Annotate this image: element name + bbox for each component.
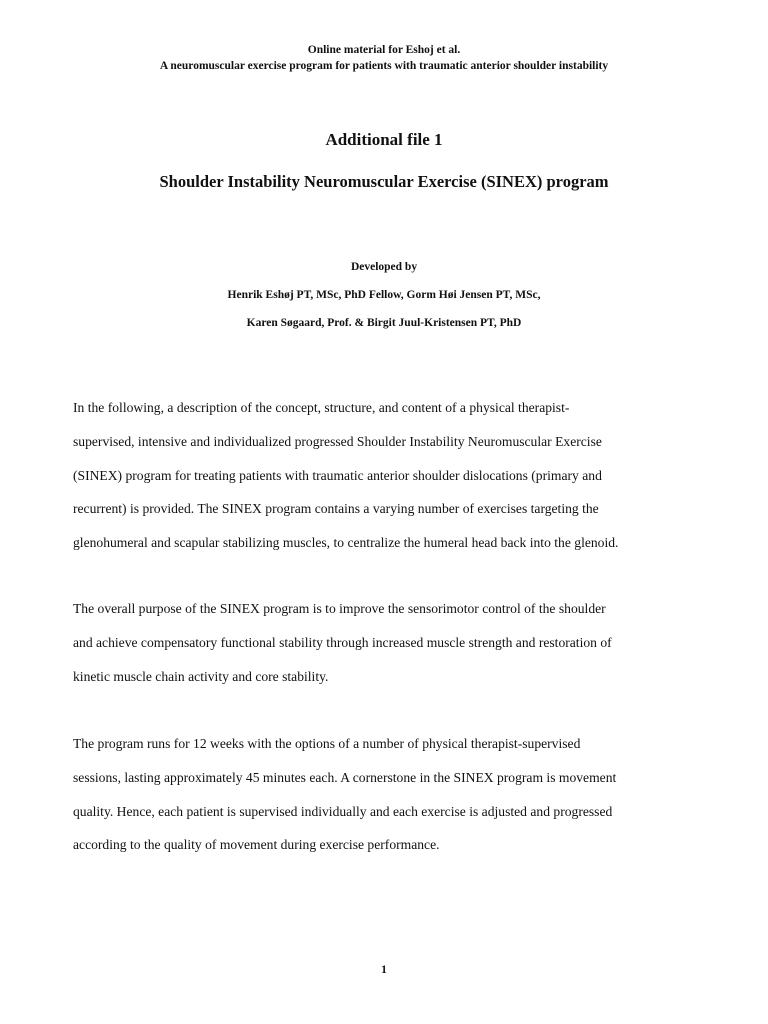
additional-file-label: Additional file 1 <box>325 130 443 149</box>
authors-block <box>0 253 768 337</box>
paragraph-intro <box>73 391 701 560</box>
paragraph-line: supervised, intensive and individualized progressed Shoulder Instability Neuromuscular Exercise <box>73 433 602 449</box>
authors-line: Karen Søgaard, Prof. & Birgit Juul-Kristensen PT, PhD <box>246 317 522 329</box>
paragraph-program-duration <box>73 727 701 862</box>
page-number: 1 <box>381 964 387 976</box>
authors-line: Henrik Eshøj PT, MSc, PhD Fellow, Gorm Høi Jensen PT, MSc, <box>227 289 541 301</box>
paragraph-line: and achieve compensatory functional stability through increased muscle strength and restoration of <box>73 634 612 650</box>
header-line: A neuromuscular exercise program for patients with traumatic anterior shoulder instability <box>159 60 609 72</box>
paragraph-purpose <box>73 592 701 693</box>
paragraph-line: glenohumeral and scapular stabilizing muscles, to centralize the humeral head back into the glenoid. <box>73 535 619 551</box>
paragraph-line: The program runs for 12 weeks with the options of a number of physical therapist-supervised <box>73 736 581 751</box>
paragraph-line: sessions, lasting approximately 45 minutes each. A cornerstone in the SINEX program is movement <box>73 769 617 785</box>
document-header <box>0 42 768 74</box>
developed-by-label: Developed by <box>350 261 418 273</box>
paragraph-line: recurrent) is provided. The SINEX program contains a varying number of exercises targeting the <box>73 501 599 517</box>
paragraph-line: (SINEX) program for treating patients with traumatic anterior shoulder dislocations (primary and <box>73 467 602 483</box>
paragraph-line: according to the quality of movement during exercise performance. <box>73 837 440 853</box>
paragraph-line: quality. Hence, each patient is supervised individually and each exercise is adjusted and progressed <box>73 803 613 819</box>
paragraph-line: The overall purpose of the SINEX program is to improve the sensorimotor control of the shoulder <box>73 601 606 616</box>
paragraph-line: In the following, a description of the concept, structure, and content of a physical therapist- <box>73 400 570 415</box>
paragraph-line: kinetic muscle chain activity and core stability. <box>73 668 329 684</box>
program-title: Shoulder Instability Neuromuscular Exercise (SINEX) program <box>159 172 609 191</box>
header-line: Online material for Eshoj et al. <box>307 44 461 56</box>
